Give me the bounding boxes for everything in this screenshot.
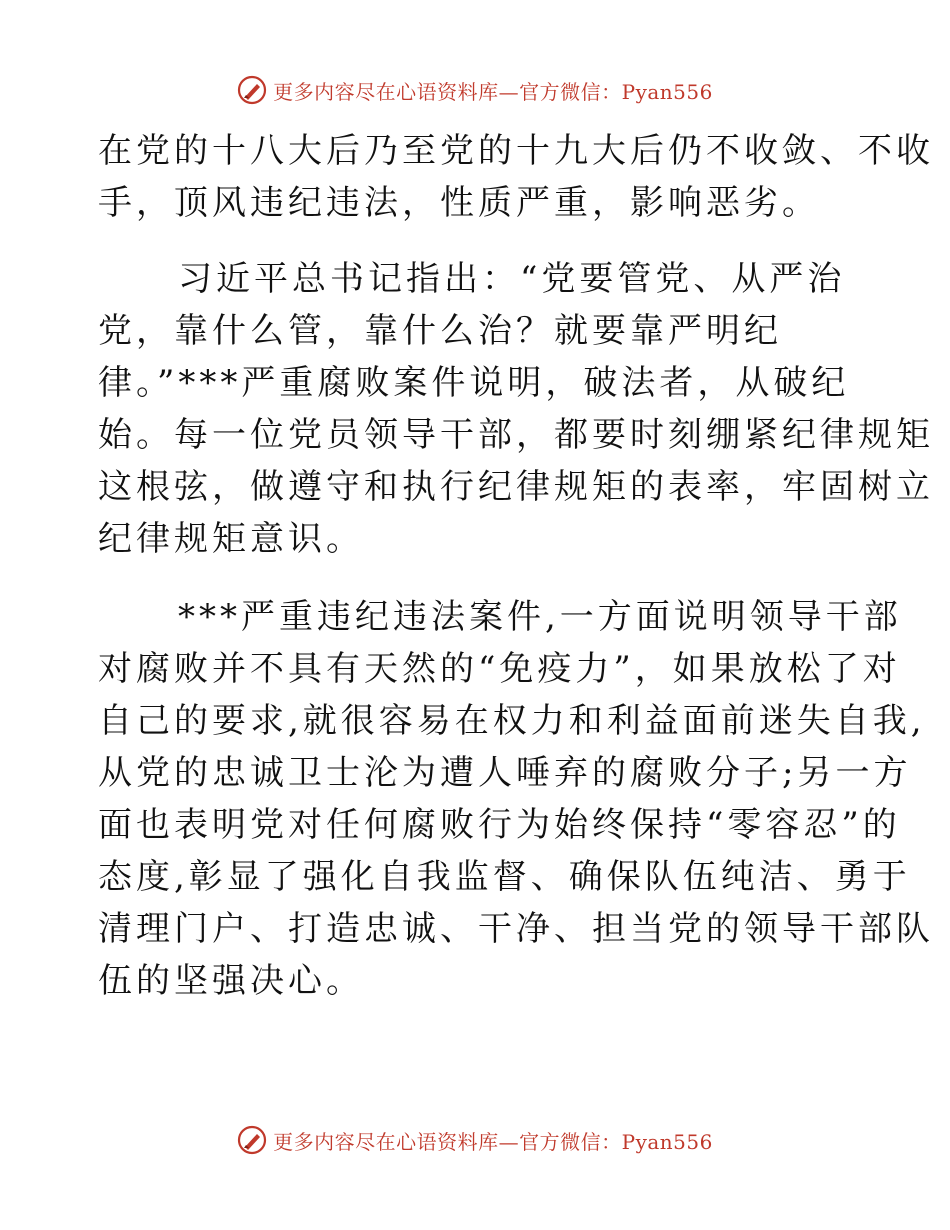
- text-line: 面也表明党对任何腐败行为始终保持“零容忍”的: [98, 805, 901, 845]
- text-line: 纪律规矩意识。: [98, 519, 364, 559]
- paragraph-2: [98, 253, 934, 565]
- text-line: 态度,彰显了强化自我监督、确保队伍纯洁、勇于: [98, 857, 911, 897]
- text-line: 律。”***严重腐败案件说明，破法者，从破纪: [98, 363, 850, 403]
- text-line: 对腐败并不具有天然的“免疫力”，如果放松了对: [98, 649, 901, 689]
- text-line: 清理门户、打造忠诚、干净、担当党的领导干部队: [98, 909, 934, 949]
- text-line: 从党的忠诚卫士沦为遭人唾弃的腐败分子;另一方: [98, 753, 912, 793]
- header-watermark: [0, 70, 950, 110]
- text-line: 伍的坚强决心。: [98, 961, 364, 1001]
- text-line: 习近平总书记指出：“党要管党、从严治: [178, 259, 846, 299]
- paragraph-1: [98, 125, 934, 229]
- text-line: ***严重违纪违法案件,一方面说明领导干部: [178, 597, 902, 637]
- document-body: [98, 125, 934, 1007]
- footer-watermark: [0, 1120, 950, 1160]
- watermark-text: 更多内容尽在心语资料库—官方微信：Pyan556: [273, 1129, 713, 1154]
- text-line: 手，顶风违纪违法，性质严重，影响恶劣。: [98, 183, 820, 223]
- pen-circle-icon: [237, 75, 267, 105]
- paragraph-3: [98, 591, 934, 1007]
- pen-circle-icon: [237, 1125, 267, 1155]
- watermark-text: 更多内容尽在心语资料库—官方微信：Pyan556: [273, 79, 713, 104]
- text-line: 在党的十八大后乃至党的十九大后仍不收敛、不收: [98, 131, 934, 171]
- text-line: 这根弦，做遵守和执行纪律规矩的表率，牢固树立: [98, 467, 934, 507]
- text-line: 自己的要求,就很容易在权力和利益面前迷失自我,: [98, 701, 926, 741]
- text-line: 始。每一位党员领导干部，都要时刻绷紧纪律规矩: [98, 415, 934, 455]
- text-line: 党，靠什么管，靠什么治？就要靠严明纪: [98, 311, 782, 351]
